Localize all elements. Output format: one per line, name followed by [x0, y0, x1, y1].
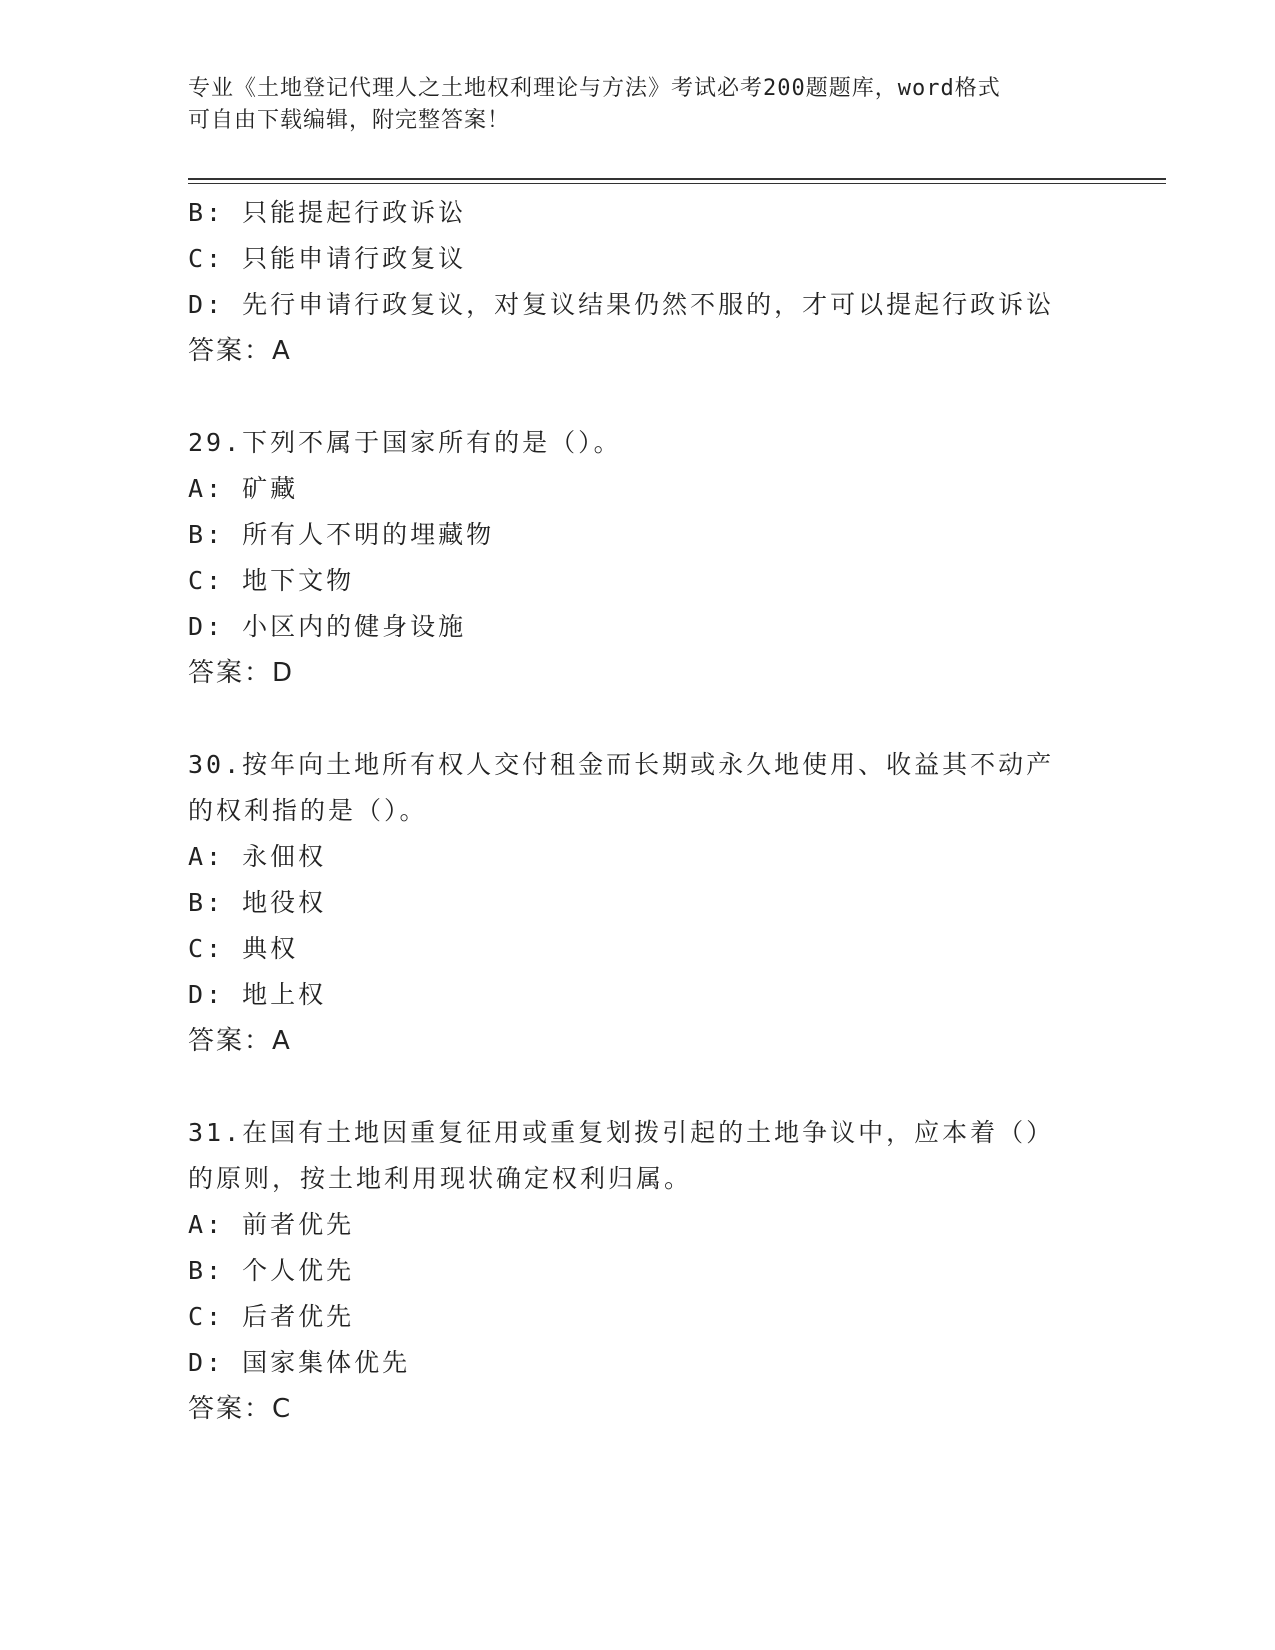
question-stem: 30.按年向土地所有权人交付租金而长期或永久地使用、收益其不动产 — [188, 750, 1055, 779]
option-d: D: 先行申请行政复议，对复议结果仍然不服的，才可以提起行政诉讼 — [188, 290, 1055, 319]
option-d: D: 国家集体优先 — [188, 1348, 411, 1377]
question-list — [188, 190, 1088, 1432]
document-header — [188, 73, 1088, 137]
option-b: B: 个人优先 — [188, 1256, 355, 1285]
option-c: C: 只能申请行政复议 — [188, 244, 467, 273]
answer-line: 答案：A — [188, 1026, 292, 1056]
option-a: A: 永佃权 — [188, 842, 327, 871]
option-d: D: 地上权 — [188, 980, 327, 1009]
question-31 — [188, 1110, 1088, 1432]
option-c: C: 地下文物 — [188, 566, 355, 595]
header-line-2: 可自由下载编辑，附完整答案！ — [188, 108, 511, 133]
question-stem: 31.在国有土地因重复征用或重复划拨引起的土地争议中，应本着（） — [188, 1118, 1055, 1147]
header-divider-thick — [188, 178, 1166, 180]
question-stem-continued: 的权利指的是（）。 — [188, 796, 428, 825]
option-b: B: 只能提起行政诉讼 — [188, 198, 467, 227]
option-b: B: 地役权 — [188, 888, 327, 917]
option-a: A: 前者优先 — [188, 1210, 355, 1239]
question-29 — [188, 420, 1088, 696]
option-d: D: 小区内的健身设施 — [188, 612, 467, 641]
answer-line: 答案：C — [188, 1394, 293, 1424]
question-fragment — [188, 190, 1088, 374]
header-divider-thin — [188, 183, 1166, 184]
option-b: B: 所有人不明的埋藏物 — [188, 520, 495, 549]
question-30 — [188, 742, 1088, 1064]
answer-line: 答案：A — [188, 336, 292, 366]
option-c: C: 后者优先 — [188, 1302, 355, 1331]
option-c: C: 典权 — [188, 934, 299, 963]
question-stem-continued: 的原则，按土地利用现状确定权利归属。 — [188, 1164, 693, 1193]
question-stem: 29.下列不属于国家所有的是（）。 — [188, 428, 622, 457]
answer-line: 答案：D — [188, 658, 295, 688]
header-line-1: 专业《土地登记代理人之土地权利理论与方法》考试必考200题题库，word格式 — [188, 76, 1001, 101]
option-a: A: 矿藏 — [188, 474, 299, 503]
